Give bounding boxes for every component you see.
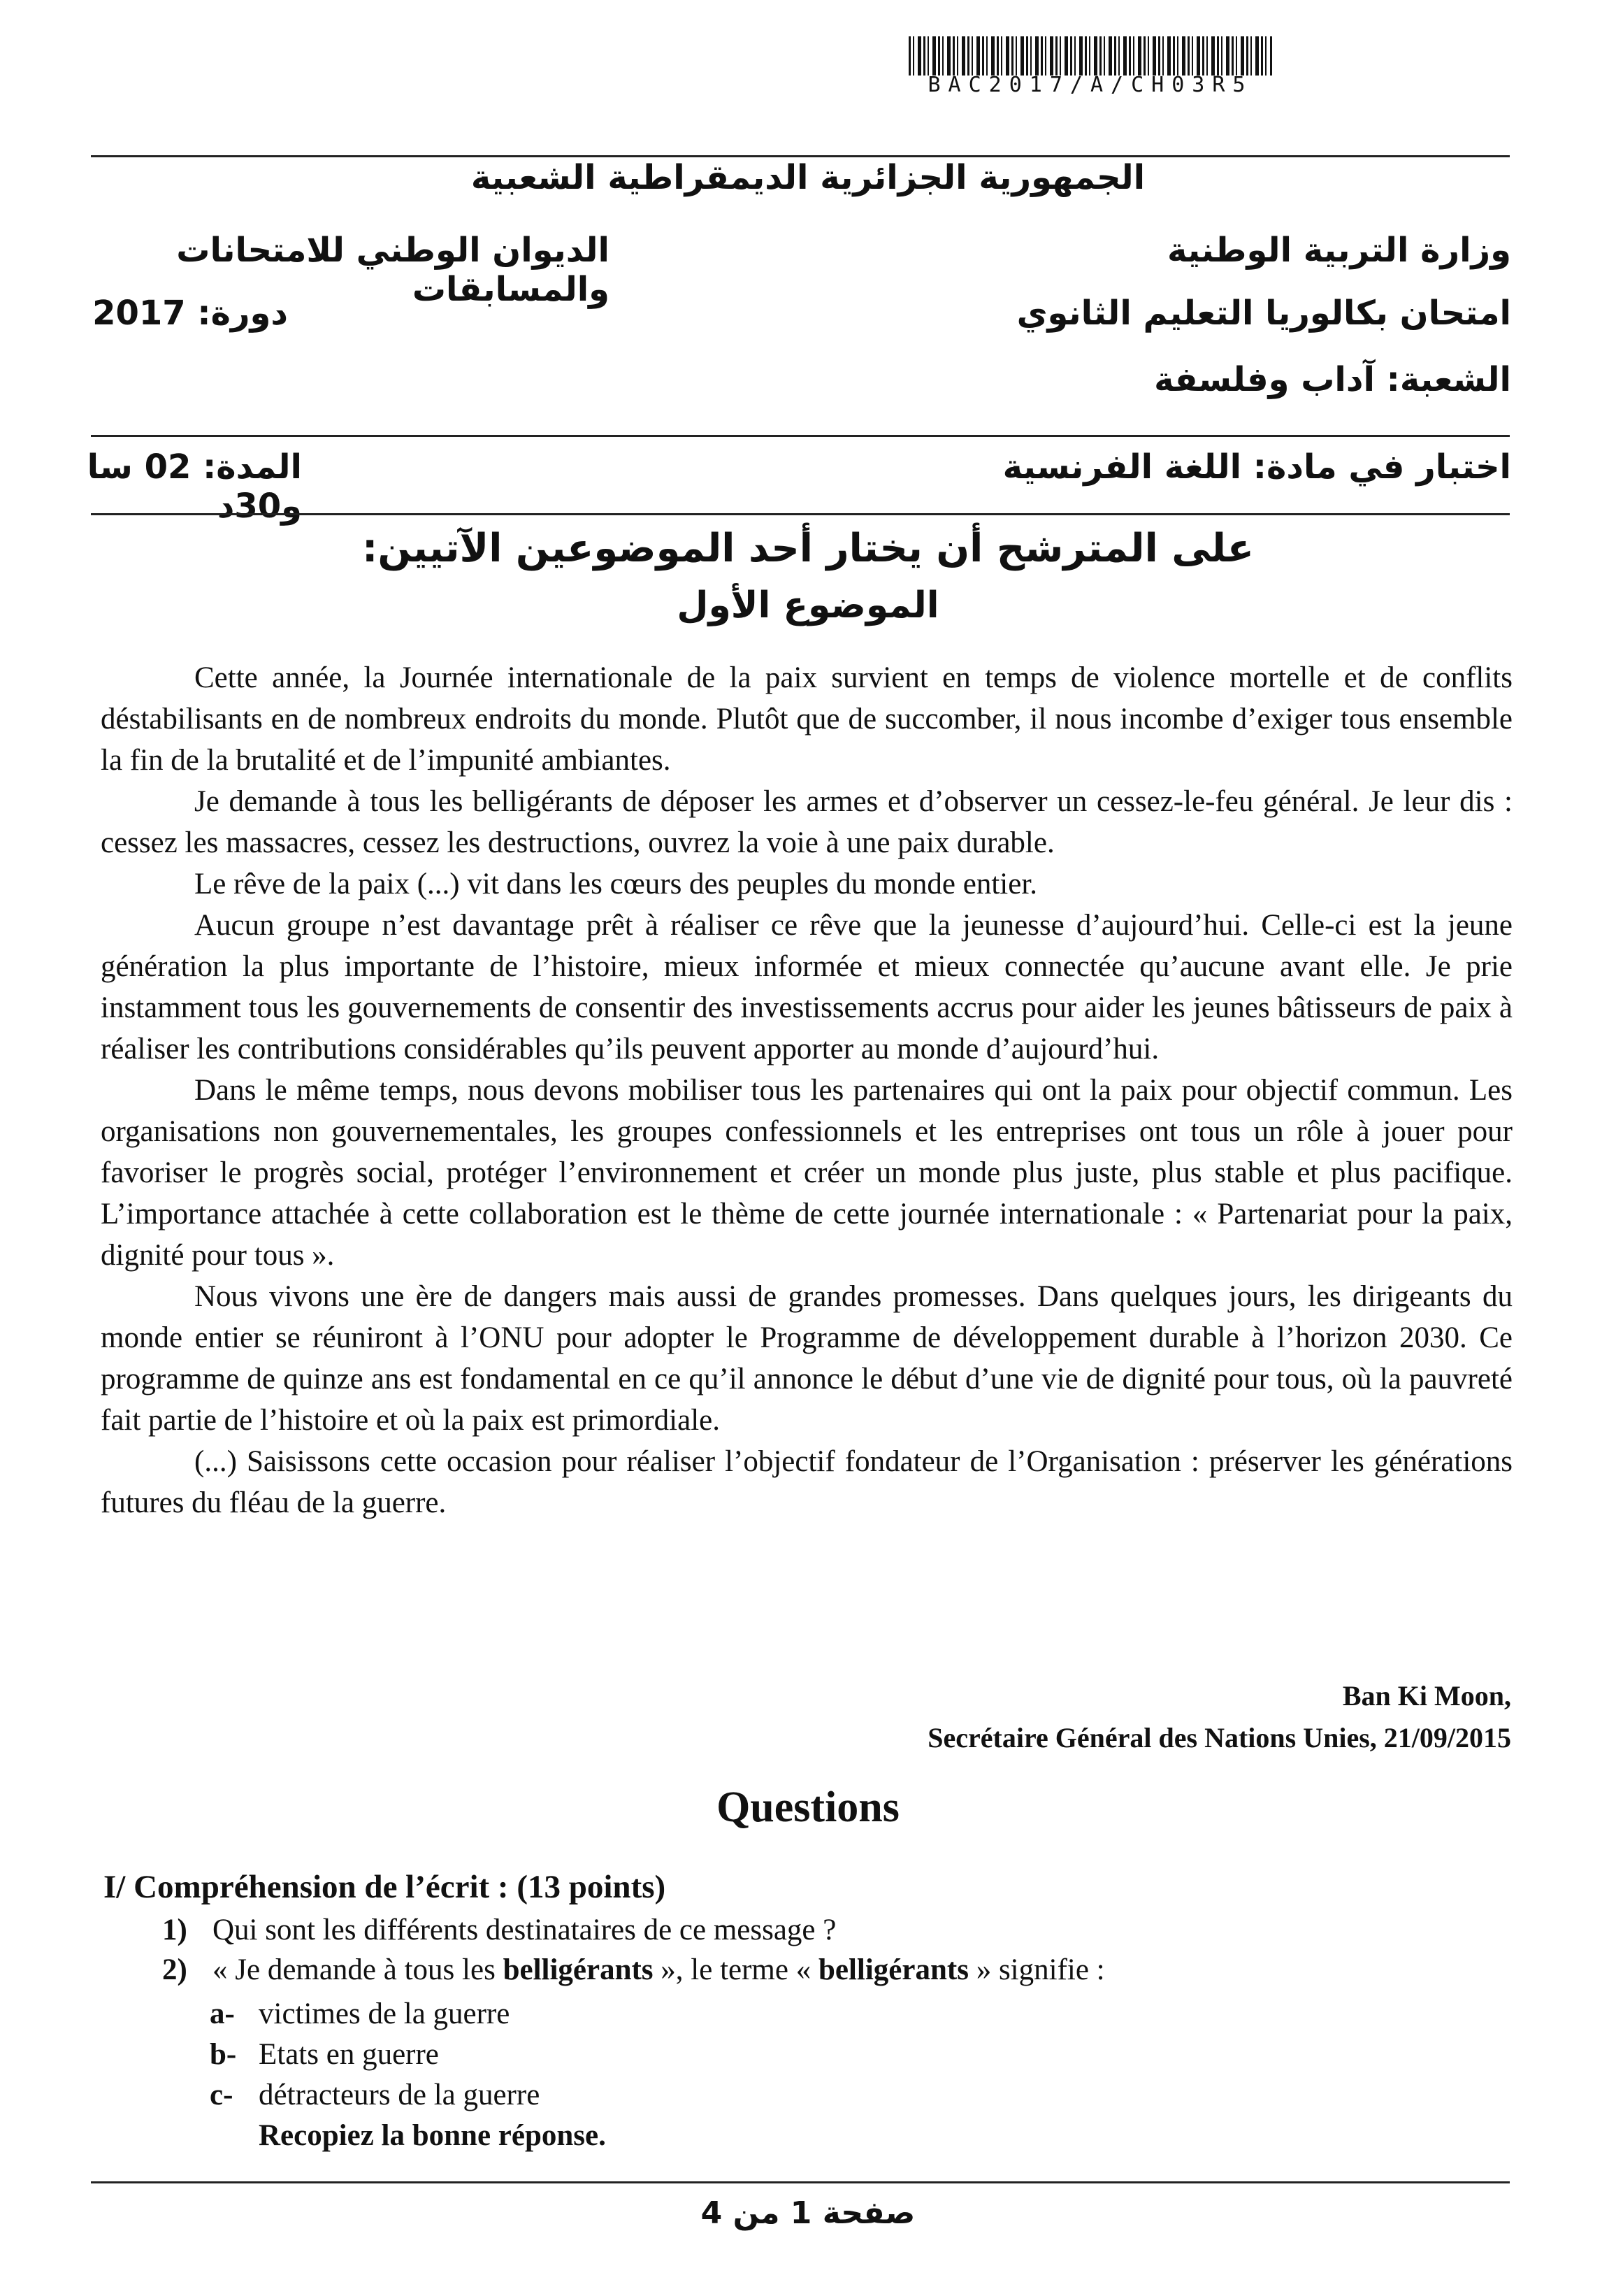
- author-name: Ban Ki Moon,: [1342, 1680, 1511, 1712]
- question-text: » signifie :: [968, 1953, 1105, 1986]
- keyword: belligérants: [818, 1953, 969, 1986]
- exam-subject: اختبار في مادة: اللغة الفرنسية: [1002, 447, 1511, 487]
- page-number: صفحة 1 من 4: [700, 2195, 916, 2231]
- text-paragraph: Je demande à tous les belligérants de déposer les armes et d’observer un cessez-le-feu général. Je leur dis : cessez les massacres, cessez les destructions, ouvrez la voie à une paix durable.: [101, 785, 1513, 859]
- option-text: Etats en guerre: [259, 2038, 439, 2071]
- answer-option-b: [210, 2037, 439, 2072]
- ministry-name: وزارة التربية الوطنية: [1167, 231, 1511, 270]
- reading-text: [101, 657, 1513, 1523]
- option-text: victimes de la guerre: [259, 1997, 510, 2030]
- text-paragraph: Dans le même temps, nous devons mobiliser tous les partenaires qui ont la paix pour objectif commun. Les organisations non gouvernementales, les groupes confessionnels et les entreprises ont tous un rôle à jouer pour favoriser le progrès social, protéger l’environnement et créer un monde plus juste, plus stable et plus pacifique. L’importance attachée à cette collaboration est le thème de cette journée internationale : « Partenariat pour la paix, dignité pour tous ».: [101, 1074, 1513, 1272]
- question-text: Qui sont les différents destinataires de ce message ?: [212, 1914, 837, 1946]
- option-letter: a-: [210, 1997, 235, 2030]
- option-text: détracteurs de la guerre: [259, 2079, 540, 2111]
- question-number: 2): [162, 1953, 187, 1986]
- republic-title: الجمهورية الجزائرية الديمقراطية الشعبية: [470, 158, 1146, 197]
- question-1: [162, 1913, 836, 1947]
- text-paragraph: Aucun groupe n’est davantage prêt à réaliser ce rêve que la jeunesse d’aujourd’hui. Celle-ci est la jeune génération la plus importante de l’histoire, mieux informée et mieux connectée qu’aucune avant elle. Je prie instamment tous les gouvernements de consentir des investissements accrus pour aider les jeunes bâtisseurs de paix à réaliser les contributions considérables qu’ils peuvent apporter au monde d’aujourd’hui.: [101, 909, 1513, 1066]
- question-text: », le terme «: [653, 1953, 818, 1986]
- questions-title: Questions: [716, 1784, 900, 1831]
- header-rule-bottom: [91, 513, 1510, 515]
- option-letter: b-: [210, 2038, 237, 2071]
- header-rule-top: [91, 155, 1510, 157]
- answer-option-c: [210, 2078, 540, 2112]
- topic-title: الموضوع الأول: [677, 584, 939, 626]
- author-role: Secrétaire Général des Nations Unies, 21/09/2015: [928, 1722, 1511, 1753]
- footer-rule: [91, 2181, 1510, 2183]
- question-number: 1): [162, 1914, 187, 1946]
- section-title: I/ Compréhension de l’écrit : (13 points): [103, 1869, 666, 1905]
- question-2: [162, 1953, 1105, 1987]
- answer-instruction: Recopiez la bonne réponse.: [259, 2119, 606, 2152]
- text-paragraph: (...) Saisissons cette occasion pour réaliser l’objectif fondateur de l’Organisation : préserver les générations futures du fléau de la guerre.: [101, 1445, 1513, 1519]
- exam-name: امتحان بكالوريا التعليم الثانوي: [1016, 294, 1511, 333]
- option-letter: c-: [210, 2079, 233, 2111]
- exam-duration: المدة: 02 سا و30د: [87, 447, 302, 526]
- exam-session: دورة: 2017: [92, 294, 288, 333]
- keyword: belligérants: [503, 1953, 654, 1986]
- choice-instruction: على المترشح أن يختار أحد الموضوعين الآتيين:: [361, 526, 1255, 571]
- text-paragraph: Le rêve de la paix (...) vit dans les cœurs des peuples du monde entier.: [194, 868, 1038, 901]
- question-text: « Je demande à tous les: [212, 1953, 503, 1986]
- barcode: [909, 36, 1272, 76]
- exam-office-name: الديوان الوطني للامتحانات والمسابقات: [176, 231, 609, 309]
- exam-stream: الشعبة: آداب وفلسفة: [1154, 360, 1511, 399]
- barcode-text: BAC2017/A/CH03R5: [928, 73, 1253, 97]
- text-paragraph: Cette année, la Journée internationale de la paix survient en temps de violence mortelle et de conflits déstabilisants en de nombreux endroits du monde. Plutôt que de succomber, il nous incombe d’exiger tous ensemble la fin de la brutalité et de l’impunité ambiantes.: [101, 661, 1513, 777]
- text-paragraph: Nous vivons une ère de dangers mais aussi de grandes promesses. Dans quelques jours, les dirigeants du monde entier se réuniront à l’ONU pour adopter le Programme de développement durable à l’horizon 2030. Ce programme de quinze ans est fondamental en ce qu’il annonce le début d’une vie de dignité pour tous, où la pauvreté fait partie de l’histoire et où la paix est primordiale.: [101, 1280, 1513, 1437]
- header-rule-middle: [91, 435, 1510, 437]
- answer-option-a: [210, 1997, 510, 2031]
